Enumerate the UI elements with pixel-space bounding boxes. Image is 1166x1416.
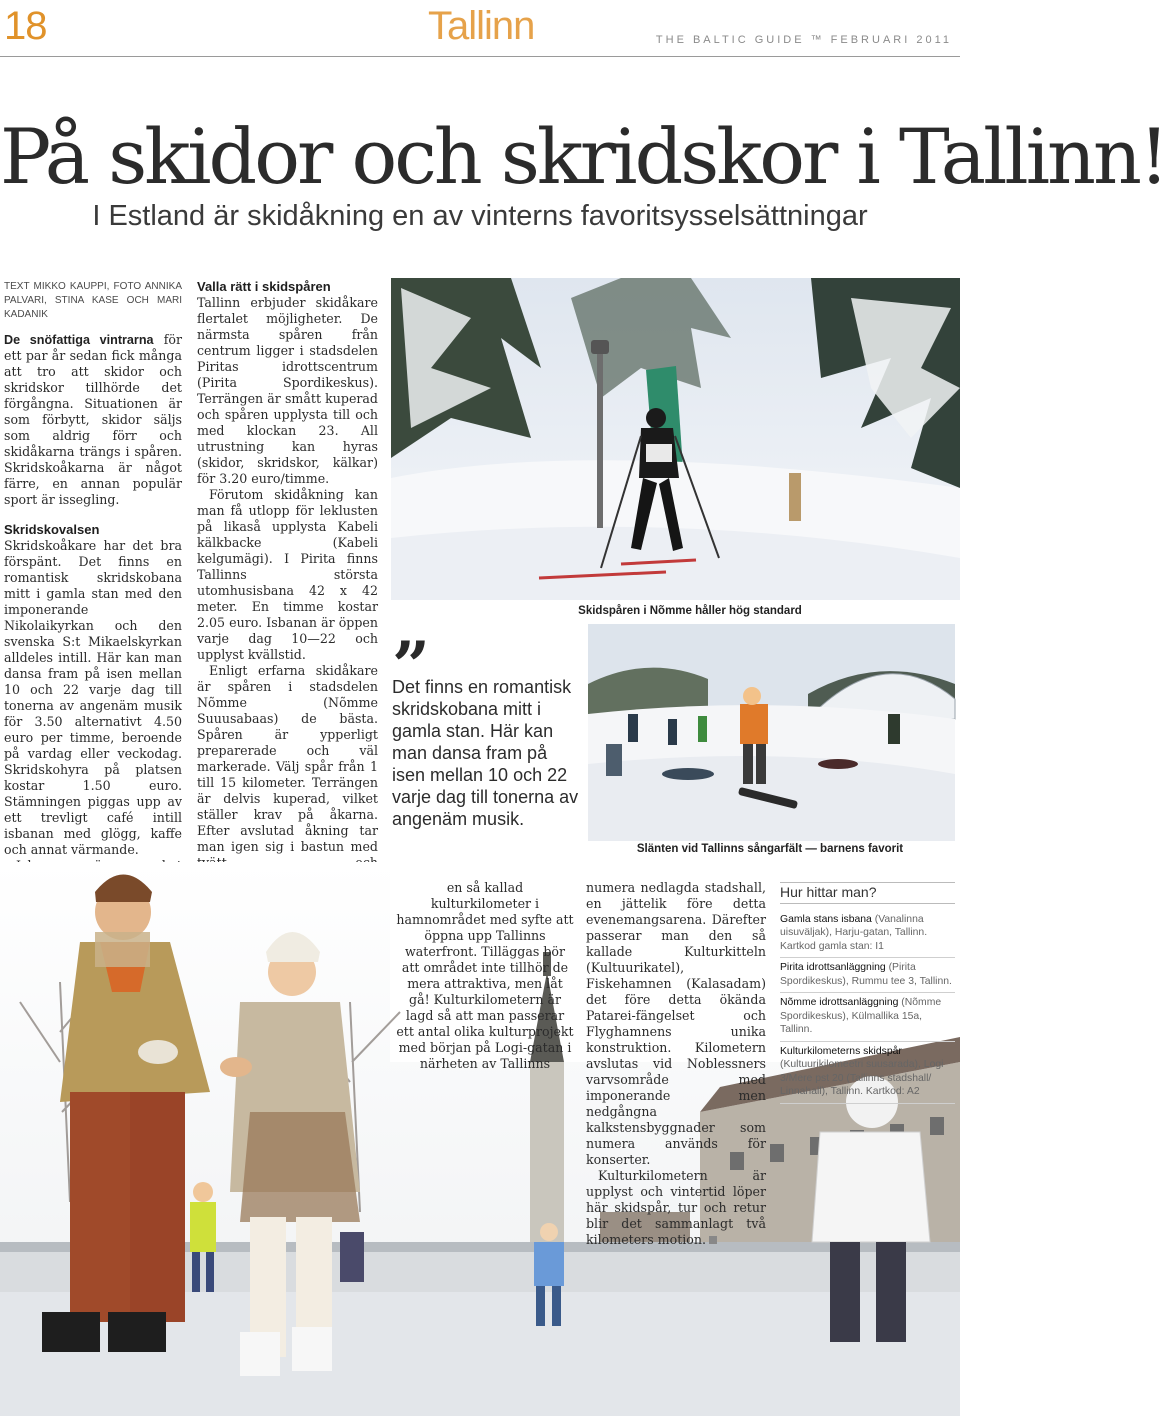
entry-detail: (Vanalinna uisuväljak), Harju-gatan, Tallinn. Kartkod gamla stan: I1 [780,913,928,952]
section-title: Tallinn [428,4,535,48]
photo-sledging [588,624,955,841]
byline: TEXT MIKKO KAUPPI, FOTO ANNIKA PALVARI, STINA KASE OCH MARI KADANIK [4,281,182,320]
caption-ski-photo: Skidspåren i Nõmme håller hög standard [578,605,802,617]
paragraph: numera nedlagda stadshall, en jättelik före detta evenemangsarena. Därefter passerar man den så kallade Kulturkitteln (Kultuurikatel), Fiskehamnen (Kalasadam) det före detta ökända Patarei-fängelset och Flyghamnens unika konstruktion. Kilometern avslutas vid Noblessners varvsområde med imponerande men nedgångna kalkstensbyggnader som numera används för konserter. [586,880,766,1167]
photo-skier [391,278,960,600]
paragraph: Tallinn erbjuder skidåkare flertalet möjligheter. De närmsta spåren från centrum ligger i stadsdelen Piritas idrottscentrum (Pirita Spordikeskus). Terrängen är smått kuperad och spåren upplysta till och med klockan 23. All utrustning kan hyras (skidor, skridskor, kälkar) för 3.20 euro/timme. [197,295,378,486]
column-4 [586,880,766,1248]
entry-detail: (Pirita Spordikeskus), Rummu tee 3, Tallinn. [780,962,952,987]
sidebar-how-to-find [780,882,955,1104]
sidebar-heading: Hur hittar man? [780,882,955,904]
quote-mark-icon: ” [392,627,430,705]
article-subtitle: I Estland är skidåkning en av vinterns favoritsysselsättningar [92,200,868,232]
header-rule [0,56,960,57]
entry-detail: (Kultuurikilomeetri suusarada), Logi 3/Mere pst 20 (Tallinns stadshall/ Linnahall), Tallinn. Kartkod: A2 [780,1059,944,1097]
lead-in: De snöfattiga vintrarna [4,333,154,347]
paragraph: Skridskoåkare har det bra förspänt. Det finns en romantisk skridskobana mitt i gamla stan med den imponerande Nikolaikyrkan och den svenska S:t Mikaelskyrkan alldeles intill. Här kan man dansa fram på isen mellan 10 och 22 varje dag till tonerna av angenäm musik för 3.50 alternativt 4.50 euro per timme, beroende på vardag eller veckodag. Skridskohyra på platsen kostar 1.50 euro. Stämningen piggas upp av ett trevligt café intill isbanan med glögg, kaffe och annat värmande. [4,538,182,857]
column-1 [4,280,182,890]
entry-label: Pirita idrottsanläggning [780,962,886,973]
subhead-valla: Valla rätt i skidspåren [197,279,331,294]
entry-label: Nõmme idrottsanläggning [780,997,899,1008]
caption-sled-photo: Slänten vid Tallinns sångarfält — barnens favorit [636,843,904,855]
intro-paragraph [4,332,182,508]
entry-detail: (Nõmme Spordikeskus), Külmallika 15a, Tallinn. [780,997,942,1035]
page-number: 18 [4,4,47,48]
entry-label: Kulturkilometerns skidspår [780,1045,902,1057]
sidebar-entry [780,993,955,1042]
paragraph [586,1168,766,1248]
entry-label: Gamla stans isbana [780,913,872,925]
column-3 [396,880,574,1072]
pull-quote: Det finns en romantisk skridskobana mitt i gamla stan. Här kan man dansa fram på isen mellan 10 och 22 varje dag till tonerna av angenäm musik. [392,677,579,829]
subhead-skridskovalsen: Skridskovalsen [4,522,100,537]
paragraph-text: Kulturkilometern är upplyst och vintertid löper här skidspår, tur och retur blir det sammanlagt två kilometers motion. [586,1168,766,1247]
sidebar-entry [780,958,955,993]
masthead: THE BALTIC GUIDE ™ FEBRUARI 2011 [655,34,952,46]
intro-text: för ett par år sedan fick många att tro att skidor och skridskor tillhörde det förgångna. Situationen är som förbytt, skidor säljs som aldrig förr och skidåkarna trängs i spåren. Skridskoåkarna är något färre, en annan populär sport är issegling. [4,332,182,507]
sidebar-entry [780,1042,955,1104]
paragraph: Enligt erfarna skidåkare är spåren i stadsdelen Nõmme (Nõmme Suuusabaas) de bästa. Spåren är ypperligt prepareradе och väl markerade. Välj spår från 1 till 15 kilometer. Terrängen är delvis kuperad, vilket ställer krav på åkarna. Efter avslutad åkning tar man igen sig i bastun med [197,663,378,854]
article-title: På skidor och skridskor i Tallinn! [0,112,1166,201]
end-mark-icon [709,1236,717,1244]
paragraph: Förutom skidåkning kan man få utlopp för leklusten på likaså upplysta Kabeli kälkbacke (Kabeli kelgumägi). I Pirita finns Tallinns största utomhusisbana 42 x 42 meter. En timme kostar 2.05 euro. Isbanan är öppen varje dag 10—22 och upplyst kvällstid. [197,487,378,662]
paragraph: en så kallad kulturkilometer i hamnområdet med syfte att öppna upp Tallinns waterfront. Tilläggas bör att området inte tillhör de mera attraktiva, men låt gå! Kulturkilometern är lagd så att man passerar ett antal olika kulturprojekt med början på Logi-gatan i närheten av Tallinns [396,880,574,1071]
sidebar-entry [780,910,955,959]
